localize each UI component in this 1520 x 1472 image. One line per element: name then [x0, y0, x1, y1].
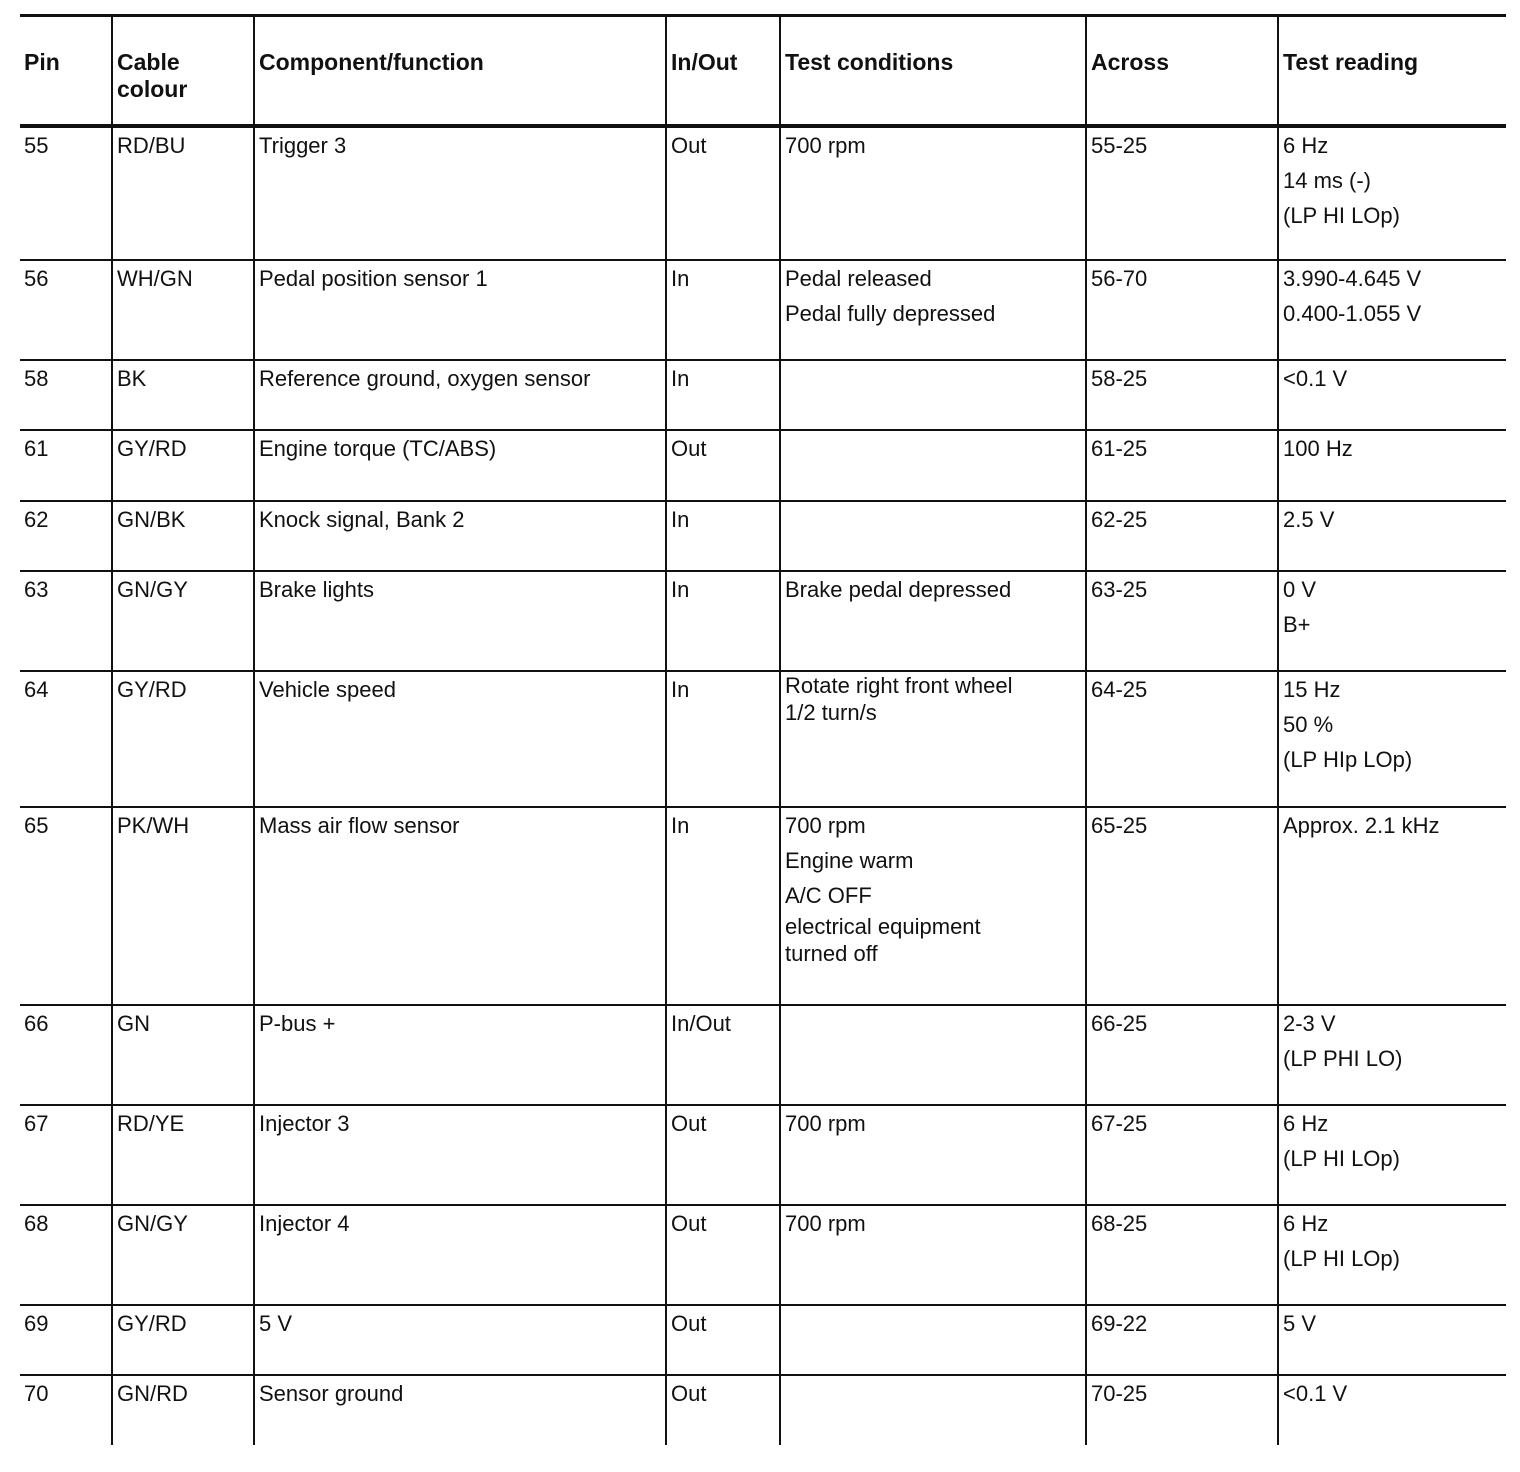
- cell-in-out: Out: [666, 1105, 780, 1205]
- cell-across: 63-25: [1086, 571, 1278, 671]
- header-in-out: In/Out: [666, 16, 780, 126]
- cell-cable-colour: WH/GN: [112, 260, 254, 360]
- table-row: [20, 260, 1506, 360]
- cell-component: Pedal position sensor 1: [254, 260, 666, 360]
- cell-test-conditions-line: 700 rpm: [785, 1210, 866, 1236]
- cell-test-reading-line: <0.1 V: [1283, 1380, 1348, 1406]
- cell-cable-colour: GY/RD: [112, 1305, 254, 1375]
- cell-component: 5 V: [254, 1305, 666, 1375]
- cell-test-conditions-line: 700 rpm: [785, 132, 866, 158]
- cell-test-conditions: [780, 430, 1086, 501]
- cell-in-out: In/Out: [666, 1005, 780, 1105]
- cell-pin: 70: [24, 1380, 49, 1406]
- cell-across: 67-25: [1086, 1105, 1278, 1205]
- cell-across: 66-25: [1086, 1005, 1278, 1105]
- cell-in-out: Out: [666, 1205, 780, 1305]
- cell-cable-colour: PK/WH: [112, 807, 254, 1005]
- cell-test-reading-line: 50 %: [1283, 711, 1334, 737]
- cell-test-reading-line: (LP HIp LOp): [1283, 746, 1413, 772]
- cell-pin: 69: [24, 1310, 49, 1336]
- header-component: Component/function: [254, 16, 666, 126]
- cell-component: Mass air flow sensor: [254, 807, 666, 1005]
- cell-test-reading-line: 2-3 V: [1283, 1010, 1336, 1036]
- cell-across: 70-25: [1086, 1375, 1278, 1445]
- cell-component: Trigger 3: [254, 126, 666, 260]
- cell-cable-colour: GN/GY: [112, 571, 254, 671]
- cell-test-conditions: [780, 1205, 1086, 1305]
- table-row: [20, 671, 1506, 807]
- cell-test-reading-line: 6 Hz: [1283, 1110, 1329, 1136]
- cell-test-conditions-line: 700 rpm: [785, 1110, 866, 1136]
- cell-test-reading: [1278, 430, 1506, 501]
- cell-test-reading-line: 6 Hz: [1283, 132, 1329, 158]
- cell-test-reading-line: B+: [1283, 611, 1311, 637]
- cell-test-reading: [1278, 1305, 1506, 1375]
- cell-in-out: Out: [666, 126, 780, 260]
- cell-test-reading-line: 0 V: [1283, 576, 1317, 602]
- cell-in-out: In: [666, 571, 780, 671]
- cell-cable-colour: RD/YE: [112, 1105, 254, 1205]
- cell-test-reading-line: (LP HI LOp): [1283, 202, 1400, 228]
- cell-across: 55-25: [1086, 126, 1278, 260]
- cell-test-reading: [1278, 1105, 1506, 1205]
- table-row: [20, 360, 1506, 430]
- cell-cable-colour: GY/RD: [112, 430, 254, 501]
- cell-pin: 55: [24, 132, 49, 158]
- cell-test-reading: [1278, 807, 1506, 1005]
- cell-across: 62-25: [1086, 501, 1278, 571]
- cell-test-reading-line: Approx. 2.1 kHz: [1283, 812, 1440, 838]
- cell-in-out: In: [666, 360, 780, 430]
- cell-test-reading-line: 6 Hz: [1283, 1210, 1329, 1236]
- cell-component: Reference ground, oxygen sensor: [254, 360, 666, 430]
- cell-component: Engine torque (TC/ABS): [254, 430, 666, 501]
- cell-pin: 56: [24, 265, 49, 291]
- cell-test-reading-line: (LP HI LOp): [1283, 1245, 1400, 1271]
- cell-test-conditions: [780, 671, 1086, 807]
- cell-test-conditions-line: Engine warm: [785, 847, 914, 873]
- table-body: [20, 126, 1506, 1445]
- cell-across: 69-22: [1086, 1305, 1278, 1375]
- cell-test-reading: [1278, 1375, 1506, 1445]
- cell-test-reading-line: (LP HI LOp): [1283, 1145, 1400, 1171]
- cell-across: 64-25: [1086, 671, 1278, 807]
- table-row: [20, 807, 1506, 1005]
- cell-test-reading: [1278, 260, 1506, 360]
- table-row: [20, 1005, 1506, 1105]
- cell-component: Knock signal, Bank 2: [254, 501, 666, 571]
- cell-test-conditions: [780, 1305, 1086, 1375]
- cell-test-conditions-line: Pedal fully depressed: [785, 300, 996, 326]
- cell-test-conditions: [780, 126, 1086, 260]
- cell-test-conditions-line: Pedal released: [785, 265, 932, 291]
- cell-component: Injector 3: [254, 1105, 666, 1205]
- cell-component: P-bus +: [254, 1005, 666, 1105]
- table-row: [20, 1205, 1506, 1305]
- cell-test-conditions: [780, 260, 1086, 360]
- cell-test-conditions: [780, 1375, 1086, 1445]
- cell-test-conditions-line: Rotate right front wheel 1/2 turn/s: [785, 672, 1013, 725]
- cell-cable-colour: RD/BU: [112, 126, 254, 260]
- cell-test-reading: [1278, 360, 1506, 430]
- table-row: [20, 501, 1506, 571]
- cell-cable-colour: BK: [112, 360, 254, 430]
- cell-in-out: In: [666, 501, 780, 571]
- cell-cable-colour: GN/RD: [112, 1375, 254, 1445]
- cell-test-reading-line: 0.400-1.055 V: [1283, 300, 1422, 326]
- cell-test-conditions-line: 700 rpm: [785, 812, 866, 838]
- cell-pin: 62: [24, 506, 49, 532]
- header-row: [20, 16, 1506, 126]
- cell-test-conditions-line: Brake pedal depressed: [785, 576, 1012, 602]
- cell-across: 56-70: [1086, 260, 1278, 360]
- cell-component: Brake lights: [254, 571, 666, 671]
- header-test-reading: Test reading: [1278, 16, 1506, 126]
- cell-pin: 65: [24, 812, 49, 838]
- cell-across: 58-25: [1086, 360, 1278, 430]
- cell-test-reading: [1278, 1005, 1506, 1105]
- cell-pin: 66: [24, 1010, 49, 1036]
- cell-test-reading: [1278, 1205, 1506, 1305]
- cell-in-out: In: [666, 671, 780, 807]
- cell-cable-colour: GN: [112, 1005, 254, 1105]
- cell-across: 61-25: [1086, 430, 1278, 501]
- cell-component: Injector 4: [254, 1205, 666, 1305]
- table-row: [20, 126, 1506, 260]
- cell-pin: 67: [24, 1110, 49, 1136]
- cell-test-reading: [1278, 126, 1506, 260]
- cell-test-conditions: [780, 360, 1086, 430]
- cell-test-reading: [1278, 671, 1506, 807]
- cell-test-reading: [1278, 501, 1506, 571]
- cell-component: Vehicle speed: [254, 671, 666, 807]
- cell-test-reading-line: 3.990-4.645 V: [1283, 265, 1422, 291]
- table-row: [20, 1305, 1506, 1375]
- cell-in-out: Out: [666, 1305, 780, 1375]
- cell-test-reading-line: 100 Hz: [1283, 435, 1353, 461]
- cell-pin: 61: [24, 435, 49, 461]
- table-row: [20, 1105, 1506, 1205]
- cell-test-conditions: [780, 807, 1086, 1005]
- cell-test-conditions-line: electrical equipment turned off: [785, 913, 981, 966]
- cell-across: 65-25: [1086, 807, 1278, 1005]
- cell-test-reading-line: 2.5 V: [1283, 506, 1335, 532]
- cell-test-conditions: [780, 571, 1086, 671]
- cell-test-reading-line: <0.1 V: [1283, 365, 1348, 391]
- pin-test-table: [20, 14, 1506, 1445]
- table-row: [20, 430, 1506, 501]
- header-cable-colour: Cable colour: [112, 16, 254, 126]
- cell-pin: 64: [24, 676, 49, 702]
- cell-test-reading-line: 15 Hz: [1283, 676, 1341, 702]
- cell-test-conditions: [780, 1105, 1086, 1205]
- cell-in-out: In: [666, 807, 780, 1005]
- header-across: Across: [1086, 16, 1278, 126]
- cell-in-out: Out: [666, 1375, 780, 1445]
- cell-test-reading-line: 14 ms (-): [1283, 167, 1371, 193]
- cell-pin: 63: [24, 576, 49, 602]
- cell-test-reading-line: 5 V: [1283, 1310, 1317, 1336]
- cell-component: Sensor ground: [254, 1375, 666, 1445]
- cell-test-reading-line: (LP PHI LO): [1283, 1045, 1403, 1071]
- cell-cable-colour: GN/BK: [112, 501, 254, 571]
- header-test-conditions: Test conditions: [780, 16, 1086, 126]
- cell-pin: 68: [24, 1210, 49, 1236]
- cell-test-conditions-line: A/C OFF: [785, 882, 872, 908]
- cell-cable-colour: GN/GY: [112, 1205, 254, 1305]
- cell-test-reading: [1278, 571, 1506, 671]
- table-row: [20, 1375, 1506, 1445]
- cell-test-conditions: [780, 1005, 1086, 1105]
- table-row: [20, 571, 1506, 671]
- cell-cable-colour: GY/RD: [112, 671, 254, 807]
- cell-in-out: Out: [666, 430, 780, 501]
- cell-in-out: In: [666, 260, 780, 360]
- cell-across: 68-25: [1086, 1205, 1278, 1305]
- header-pin: Pin: [24, 49, 60, 75]
- cell-test-conditions: [780, 501, 1086, 571]
- cell-pin: 58: [24, 365, 49, 391]
